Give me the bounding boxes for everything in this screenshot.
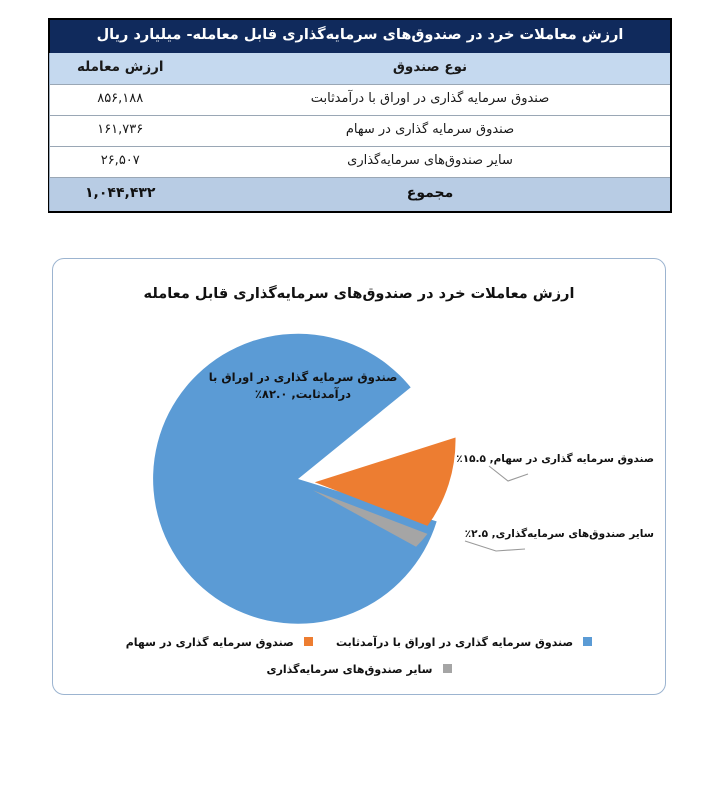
column-header-trade-value: ارزش معامله — [50, 53, 190, 84]
leader-line-orange — [489, 466, 528, 481]
legend-label-equity: صندوق سرمایه گذاری در سهام — [125, 636, 294, 649]
table-row — [50, 84, 670, 115]
table-total-row — [50, 178, 670, 211]
leader-line-gray — [465, 541, 525, 551]
legend-label-fixed-income: صندوق سرمایه گذاری در اوراق با درآمدثابت — [335, 636, 574, 649]
cell-fund-type: سایر صندوق‌های سرمایه‌گذاری — [190, 147, 670, 178]
pie-label-fixed-income-line1: صندوق سرمایه گذاری در اوراق با — [208, 370, 398, 384]
pie-chart-panel — [52, 258, 666, 695]
legend-item-other-funds[interactable] — [267, 659, 452, 678]
legend-item-equity[interactable] — [126, 632, 313, 651]
total-label: مجموع — [190, 178, 670, 211]
total-value: ۱,۰۴۴,۴۳۲ — [50, 178, 190, 211]
column-header-fund-type: نوع صندوق — [190, 53, 670, 84]
legend-label-other-funds: سایر صندوق‌های سرمایه‌گذاری — [266, 663, 433, 676]
legend-swatch-icon — [583, 637, 592, 646]
cell-fund-type: صندوق سرمایه گذاری در اوراق با درآمدثابت — [190, 84, 670, 115]
table-row — [50, 147, 670, 178]
legend-swatch-icon — [443, 664, 452, 673]
table-title-row — [50, 20, 670, 53]
chart-legend — [53, 631, 665, 685]
legend-row-secondary — [53, 658, 665, 678]
cell-trade-value: ۸۵۶,۱۸۸ — [50, 84, 190, 115]
table-header-row — [50, 53, 670, 84]
legend-swatch-icon — [304, 637, 313, 646]
pie-label-fixed-income — [208, 369, 398, 402]
legend-item-fixed-income[interactable] — [336, 632, 592, 651]
cell-fund-type: صندوق سرمایه گذاری در سهام — [190, 115, 670, 146]
fund-value-table — [48, 18, 672, 213]
pie-label-other-funds: سایر صندوق‌های سرمایه‌گذاری, ۲.۵٪ — [464, 528, 654, 540]
pie-label-fixed-income-line2: درآمدثابت, ۸۲.۰٪ — [254, 386, 352, 401]
pie-label-equity: صندوق سرمایه گذاری در سهام, ۱۵.۵٪ — [456, 453, 654, 465]
chart-title: ارزش معاملات خرد در صندوق‌های سرمایه‌گذاری قابل معامله — [143, 286, 575, 302]
table-row — [50, 115, 670, 146]
table — [49, 20, 670, 211]
table-title: ارزش معاملات خرد در صندوق‌های سرمایه‌گذاری قابل معامله- میلیارد ریال — [50, 20, 670, 53]
legend-row-primary — [53, 631, 665, 651]
cell-trade-value: ۲۶,۵۰۷ — [50, 147, 190, 178]
cell-trade-value: ۱۶۱,۷۳۶ — [50, 115, 190, 146]
